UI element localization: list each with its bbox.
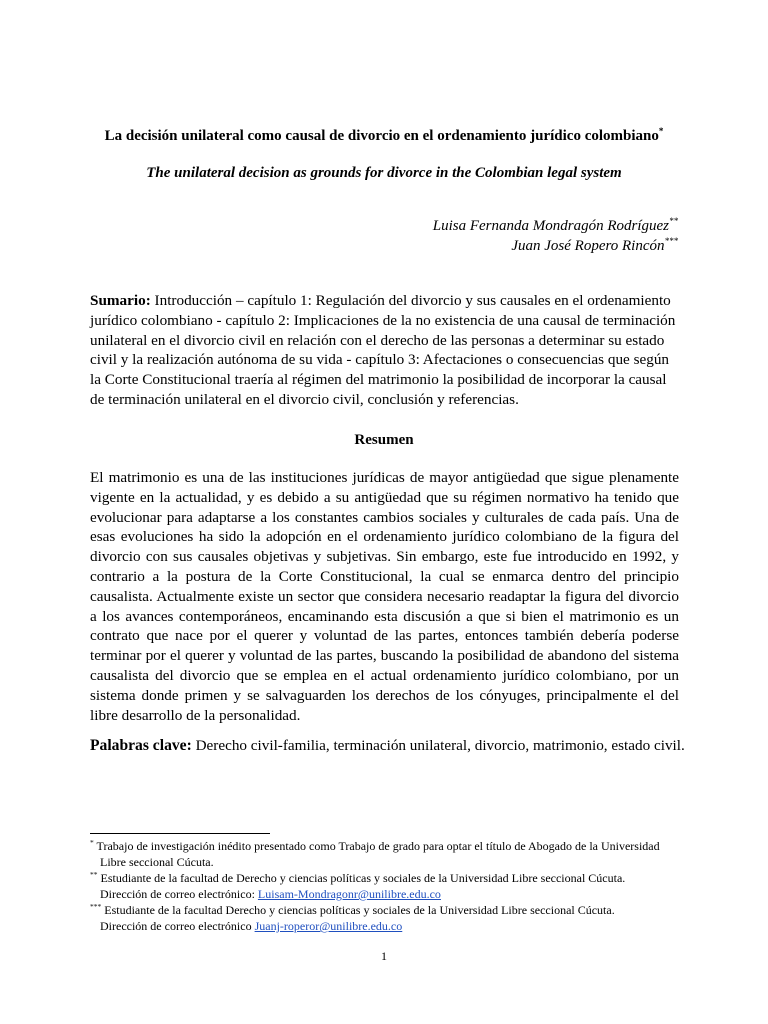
author-line [433, 216, 678, 236]
summary-text: Introducción – capítulo 1: Regulación del divorcio y sus causales en el ordenamiento jurídico colombiano - capítulo 2: Implicaciones de la no existencia de una causal de terminación unilateral en el divorcio civil en relación con el derecho de las personas a determinar su estado civil y la realización autónoma de su vida - capítulo 3: Afectaciones o consecuencias que según la Corte Constitucional traería al régimen del matrimonio la posibilidad de incorporar la causal de terminación unilateral en el divorcio civil, conclusión y referencias. [90, 292, 676, 408]
footnote-text-continued: Libre seccional Cúcuta. [100, 855, 214, 869]
abstract-heading: Resumen [354, 432, 414, 448]
footnote-text: Trabajo de investigación inédito presentado como Trabajo de grado para optar el título de Abogado de la Universidad [96, 839, 660, 853]
author-line [433, 236, 678, 256]
footnote-item [90, 870, 679, 902]
author-footnote-mark: ** [669, 216, 678, 226]
footnote-divider [90, 833, 270, 834]
footnote-item [90, 838, 679, 870]
page-number: 1 [381, 949, 387, 963]
author-name: Juan José Ropero Rincón [511, 238, 665, 254]
paper-title [0, 127, 768, 145]
summary-label: Sumario: [90, 292, 151, 309]
footnote-text: Estudiante de la facultad Derecho y ciencias políticas y sociales de la Universidad Libre seccional Cúcuta. [104, 903, 615, 917]
email-link[interactable]: Juanj-roperor@unilibre.edu.co [254, 919, 403, 933]
abstract-paragraph: El matrimonio es una de las instituciones jurídicas de mayor antigüedad que sigue plenamente vigente en la actualidad, y es debido a su antigüedad que su régimen normativo ha tenido que evolucionar para adaptarse a los constantes cambios sociales y culturales de cada país. Una de esas evoluciones ha sido la adopción en el ordenamiento jurídico colombiano de la figura del divorcio con sus causales objetivas y subjetivas. Sin embargo, este fue introducido en 1992, y contrario a la postura de la Corte Constitucional, la cual se enmarca dentro del principio causalista. Actualmente existe un sector que considera necesario readaptar la figura del divorcio a los avances contemporáneos, encaminando esta discusión a que si bien el matrimonio es un contrato que nace por el querer y voluntad de las partes, entonces también debería poderse terminar por el querer y voluntad de las partes, buscando la posibilidad de abandono del sistema causalista del divorcio que se emplea en el actual ordenamiento jurídico colombiano, por un sistema donde primen y se salvaguarden los derechos de los cónyuges, principalmente el del libre desarrollo de la personalidad. [90, 469, 679, 724]
footnote-email-prefix: Dirección de correo electrónico [100, 919, 252, 933]
keywords-line [90, 736, 690, 756]
summary-paragraph [90, 291, 679, 410]
footnote-email-line [90, 918, 679, 934]
footnote-text: Estudiante de la facultad de Derecho y ciencias políticas y sociales de la Universidad Libre seccional Cúcuta. [100, 871, 626, 885]
author-name: Luisa Fernanda Mondragón Rodríguez [432, 218, 669, 234]
title-footnote-mark: * [658, 126, 664, 136]
footnote-mark: *** [90, 902, 102, 911]
footnote-mark: ** [90, 870, 98, 879]
footnote-mark: * [90, 838, 94, 847]
author-footnote-mark: *** [664, 236, 678, 246]
footnote-item [90, 902, 679, 934]
paper-title-text: La decisión unilateral como causal de divorcio en el ordenamiento jurídico colombiano [104, 128, 659, 144]
keywords-label: Palabras clave: [90, 737, 192, 754]
footnote-email-prefix: Dirección de correo electrónico: [100, 887, 255, 901]
footnote-email-line [90, 886, 679, 902]
keywords-text: Derecho civil-familia, terminación unilateral, divorcio, matrimonio, estado civil. [195, 737, 685, 754]
footnotes [90, 838, 679, 934]
author-block [433, 216, 678, 256]
email-link[interactable]: Luisam-Mondragonr@unilibre.edu.co [257, 887, 441, 901]
paper-subtitle: The unilateral decision as grounds for divorce in the Colombian legal system [146, 165, 622, 181]
